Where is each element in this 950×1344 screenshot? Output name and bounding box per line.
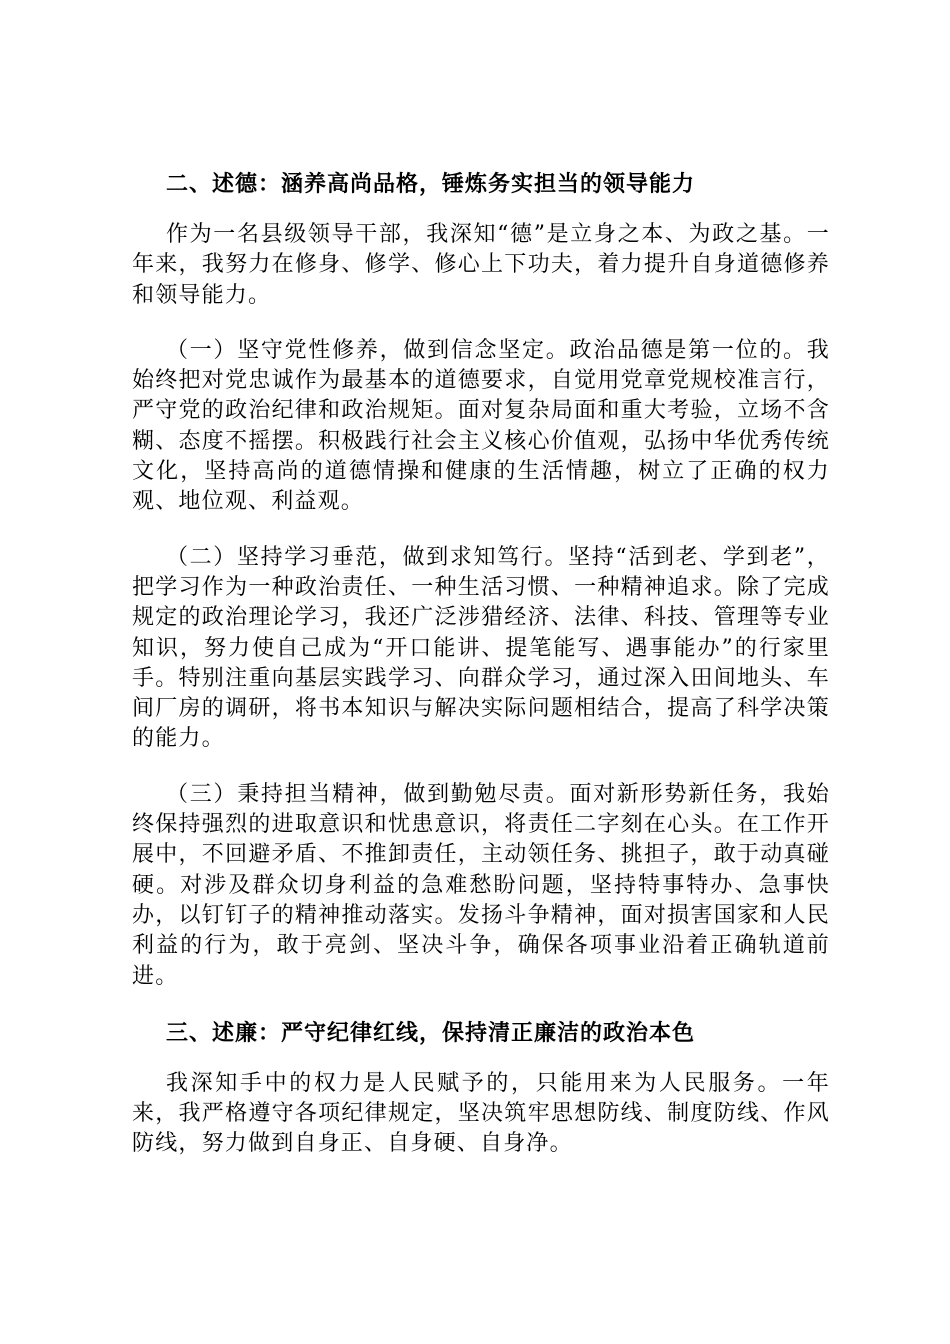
section-heading-de: 二、述德：涵养高尚品格，锤炼务实担当的领导能力 xyxy=(166,172,696,197)
paragraph-item-1: （一）坚守党性修养，做到信念坚定。政治品德是第一位的。我始终把对党忠诚作为最基本的道德要求，自觉用党章党规校准言行，严守党的政治纪律和政治规矩。面对复杂局面和重大考验，立场不含糊、态度不摇摆。积极践行社会主义核心价值观，弘扬中华优秀传统文化，坚持高尚的道德情操和健康的生活情趣，树立了正确的权力观、地位观、利益观。 xyxy=(132,337,830,515)
paragraph-item-2: （二）坚持学习垂范，做到求知笃行。坚持“活到老、学到老”，把学习作为一种政治责任、一种生活习惯、一种精神追求。除了完成规定的政治理论学习，我还广泛涉猎经济、法律、科技、管理等专业知识，努力使自己成为“开口能讲、提笔能写、遇事能办”的行家里手。特别注重向基层实践学习、向群众学习，通过深入田间地头、车间厂房的调研，将书本知识与解决实际问题相结合，提高了科学决策的能力。 xyxy=(132,544,830,752)
section-heading-lian: 三、述廉：严守纪律红线，保持清正廉洁的政治本色 xyxy=(166,1020,696,1046)
document-page xyxy=(132,168,830,1160)
paragraph-item-3: （三）秉持担当精神，做到勤勉尽责。面对新形势新任务，我始终保持强烈的进取意识和忧患意识，将责任二字刻在心头。在工作开展中，不回避矛盾、不推卸责任，主动领任务、挑担子，敢于动真碰硬。对涉及群众切身利益的急难愁盼问题，坚持特事特办、急事快办，以钉钉子的精神推动落实。发扬斗争精神，面对损害国家和人民利益的行为，敢于亮剑、坚决斗争，确保各项事业沿着正确轨道前进。 xyxy=(132,781,830,989)
paragraph-intro-lian: 我深知手中的权力是人民赋予的，只能用来为人民服务。一年来，我严格遵守各项纪律规定，坚决筑牢思想防线、制度防线、作风防线，努力做到自身正、自身硬、自身净。 xyxy=(132,1070,830,1157)
paragraph-intro-de: 作为一名县级领导干部，我深知“德”是立身之本、为政之基。一年来，我努力在修身、修学、修心上下功夫，着力提升自身道德修养和领导能力。 xyxy=(132,222,830,308)
